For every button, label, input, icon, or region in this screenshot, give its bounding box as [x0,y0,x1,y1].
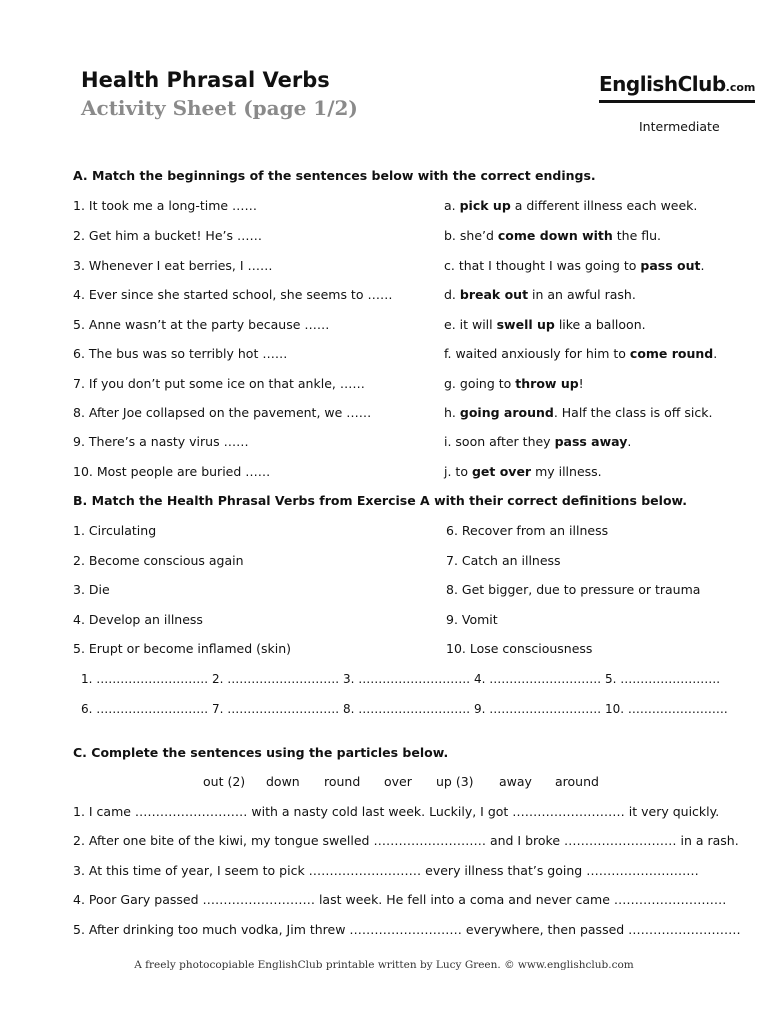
section-a-heading: A. Match the beginnings of the sentences below with the correct endings. [73,168,596,183]
sentence-ending: b. she’d come down with the flu. [444,228,662,243]
phrasal-verb: come down with [497,228,613,243]
answer-blank[interactable]: 7. ………………………. [212,702,340,716]
sentence-ending: f. waited anxiously for him to come round. [444,346,718,361]
particle-word: out (2) [203,774,246,789]
sentence-beginning: 4. Ever since she started school, she seems to …… [73,287,393,302]
answer-blank[interactable]: 6. ………………………. [81,702,209,716]
answer-blank[interactable]: 4. ………………………. [474,672,602,686]
definition-item: 9. Vomit [446,612,498,627]
phrasal-verb: pass out [640,258,701,273]
sentence-ending: d. break out in an awful rash. [444,287,636,302]
fill-in-sentence: 5. After drinking too much vodka, Jim threw ……………………… everywhere, then passed ……………………… [73,922,741,937]
phrasal-verb: going around [459,405,554,420]
sentence-beginning: 8. After Joe collapsed on the pavement, we …… [73,405,372,420]
phrasal-verb: break out [459,287,529,302]
particle-word: down [266,774,300,789]
answer-blank[interactable]: 1. ………………………. [81,672,209,686]
definition-item: 10. Lose consciousness [446,641,593,656]
definition-item: 7. Catch an illness [446,553,561,568]
section-c-heading: C. Complete the sentences using the particles below. [73,745,449,760]
particle-word: up (3) [436,774,474,789]
sentence-beginning: 10. Most people are buried …… [73,464,271,479]
level-label: Intermediate [639,119,720,134]
sentence-beginning: 3. Whenever I eat berries, I …… [73,258,273,273]
phrasal-verb: pick up [459,198,511,213]
sentence-ending: h. going around. Half the class is off sick. [444,405,713,420]
sentence-beginning: 6. The bus was so terribly hot …… [73,346,288,361]
phrasal-verb: get over [471,464,532,479]
sentence-ending: c. that I thought I was going to pass out. [444,258,705,273]
phrasal-verb: swell up [496,317,555,332]
section-b-heading: B. Match the Health Phrasal Verbs from Exercise A with their correct definitions below. [73,493,688,508]
sentence-beginning: 2. Get him a bucket! He’s …… [73,228,262,243]
fill-in-sentence: 2. After one bite of the kiwi, my tongue swelled ……………………… and I broke ……………………… in a rash. [73,833,739,848]
particle-word: around [555,774,599,789]
sentence-ending: j. to get over my illness. [444,464,602,479]
page-footer: A freely photocopiable EnglishClub printable written by Lucy Green. © www.englishclub.com [134,959,634,971]
sentence-beginning: 7. If you don’t put some ice on that ankle, …… [73,376,365,391]
englishclub-logo [599,72,755,103]
definition-item: 3. Die [73,582,110,597]
phrasal-verb: pass away [554,434,628,449]
page-subtitle: Activity Sheet (page 1/2) [81,96,358,120]
answer-blank[interactable]: 9. ………………………. [474,702,602,716]
phrasal-verb: throw up [515,376,579,391]
sentence-ending: e. it will swell up like a balloon. [444,317,646,332]
particle-word: over [384,774,412,789]
definition-item: 2. Become conscious again [73,553,244,568]
sentence-beginning: 9. There’s a nasty virus …… [73,434,249,449]
answer-blank[interactable]: 3. ………………………. [343,672,471,686]
sentence-ending: i. soon after they pass away. [444,434,632,449]
logo-text: EnglishClub [599,72,726,96]
answer-blank[interactable]: 10. ……………………. [605,702,728,716]
particle-word: away [499,774,532,789]
answer-blank[interactable]: 2. ………………………. [212,672,340,686]
definition-item: 4. Develop an illness [73,612,203,627]
sentence-ending: g. going to throw up! [444,376,584,391]
sentence-beginning: 5. Anne wasn’t at the party because …… [73,317,330,332]
fill-in-sentence: 3. At this time of year, I seem to pick ……………………… every illness that’s going ……………………… [73,863,699,878]
fill-in-sentence: 4. Poor Gary passed ……………………… last week. He fell into a coma and never came ……………………… [73,892,727,907]
answer-blank[interactable]: 8. ………………………. [343,702,471,716]
logo-suffix: .com [725,81,756,94]
sentence-ending: a. pick up a different illness each week. [444,198,698,213]
particle-word: round [324,774,361,789]
definition-item: 6. Recover from an illness [446,523,609,538]
phrasal-verb: come round [629,346,714,361]
fill-in-sentence: 1. I came ……………………… with a nasty cold last week. Luckily, I got ……………………… it very quickly. [73,804,720,819]
sentence-beginning: 1. It took me a long-time …… [73,198,258,213]
definition-item: 1. Circulating [73,523,157,538]
page-title: Health Phrasal Verbs [81,68,330,92]
definition-item: 5. Erupt or become inflamed (skin) [73,641,292,656]
definition-item: 8. Get bigger, due to pressure or trauma [446,582,701,597]
answer-blank[interactable]: 5. ……………………. [605,672,721,686]
